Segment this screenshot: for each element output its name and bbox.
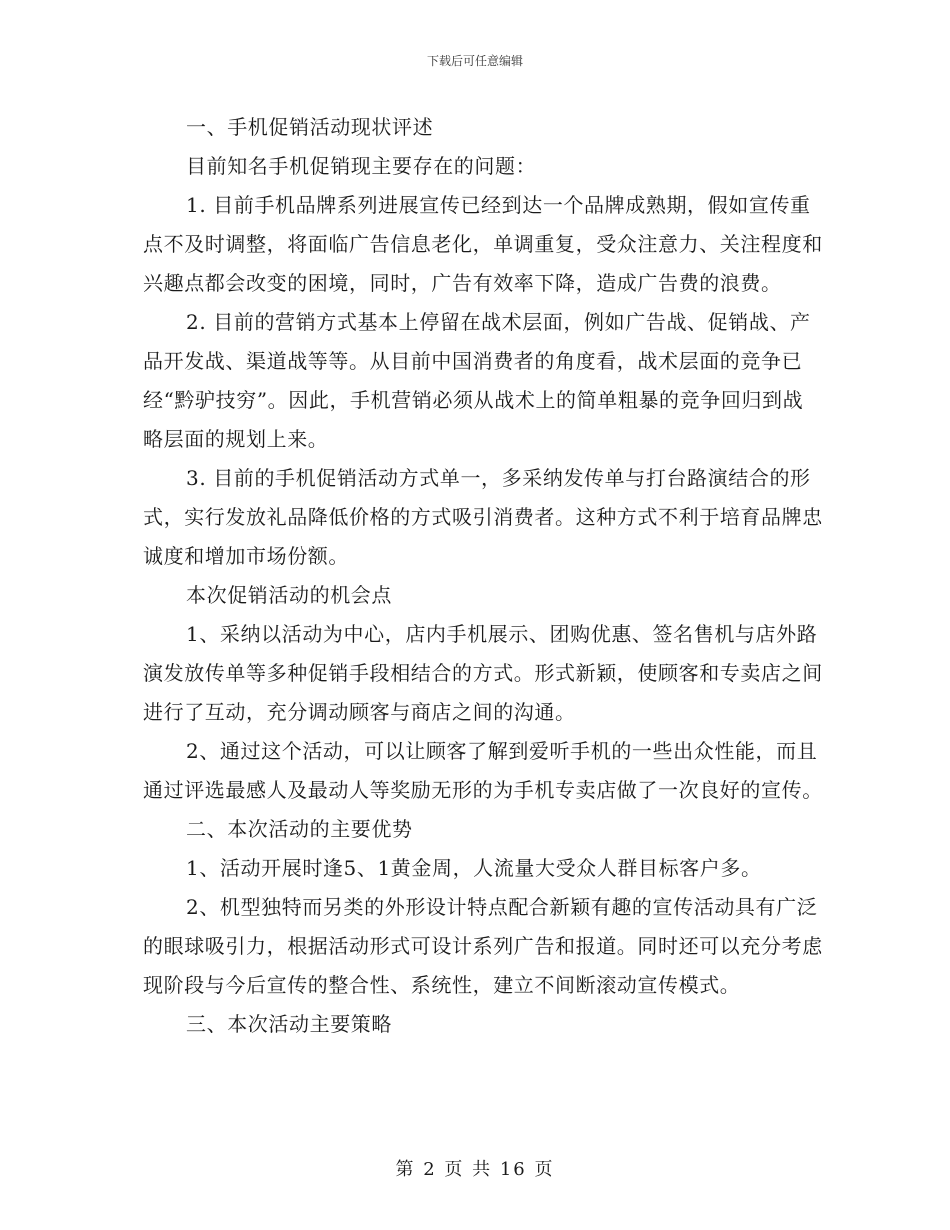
page-number: 第 2 页 共 16 页 (395, 1159, 555, 1180)
paragraph-problem-2: 2. 目前的营销方式基本上停留在战术层面，例如广告战、促销战、产品开发战、渠道战等等。从目前中国消费者的角度看，战术层面的竞争已经“黔驴技穷”。因此，手机营销必须从战术上的简单粗暴的竞争回归到战略层面的规划上来。 (143, 310, 811, 451)
paragraph-problems-intro: 目前知名手机促销现主要存在的问题： (186, 154, 537, 178)
section-heading-2: 二、本次活动的主要优势 (186, 817, 413, 841)
paragraph-problem-1: 1. 目前手机品牌系列进展宣传已经到达一个品牌成熟期，假如宣传重点不及时调整，将面临广告信息老化，单调重复，受众注意力、关注程度和兴趣点都会改变的困境，同时，广告有效率下降，造成广告费的浪费。 (143, 193, 823, 295)
section-heading-3: 三、本次活动主要策略 (186, 1012, 392, 1036)
page-header-note: 下载后可任意编辑 (426, 54, 523, 68)
paragraph-opportunity-2: 2、通过这个活动，可以让顾客了解到爱听手机的一些出众性能，而且通过评选最感人及最动人等奖励无形的为手机专卖店做了一次良好的宣传。 (143, 739, 823, 802)
section-heading-1: 一、手机促销活动现状评述 (186, 115, 434, 139)
subheading-opportunities: 本次促销活动的机会点 (186, 583, 392, 607)
document-body (143, 108, 823, 1044)
paragraph-opportunity-1: 1、采纳以活动为中心，店内手机展示、团购优惠、签名售机与店外路演发放传单等多种促销手段相结合的方式。形式新颖，使顾客和专卖店之间进行了互动，充分调动顾客与商店之间的沟通。 (143, 622, 823, 724)
paragraph-problem-3: 3. 目前的手机促销活动方式单一，多采纳发传单与打台路演结合的形式，实行发放礼品降低价格的方式吸引消费者。这种方式不利于培育品牌忠诚度和增加市场份额。 (143, 466, 823, 568)
paragraph-advantage-1: 1、活动开展时逢5、1黄金周，人流量大受众人群目标客户多。 (186, 856, 762, 880)
paragraph-advantage-2: 2、机型独特而另类的外形设计特点配合新颖有趣的宣传活动具有广泛的眼球吸引力，根据活动形式可设计系列广告和报道。同时还可以充分考虑现阶段与今后宣传的整合性、系统性，建立不间断滚动宣传模式。 (143, 895, 823, 997)
